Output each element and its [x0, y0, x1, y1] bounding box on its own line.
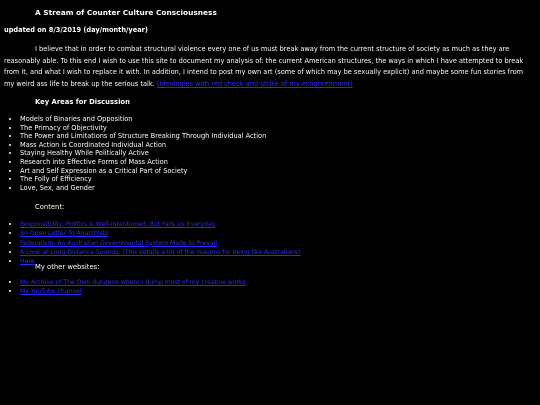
list-item: • Research into Effective Forms of Mass Action	[20, 158, 520, 167]
intro-link[interactable]: (Ideologies with red check-and-strike of my enlightenment)	[156, 80, 353, 89]
list-item: • Models of Binaries and Opposition	[20, 115, 520, 124]
list-item: • Mass Action is Coordinated Individual Action	[20, 141, 520, 150]
content-link[interactable]: A Look at Long-Distance Sounds: (This details a bit of the reasons for being like Australians)	[20, 248, 301, 256]
content-link-item	[20, 229, 520, 238]
other-site-item	[20, 278, 520, 287]
intro-paragraph	[4, 44, 535, 91]
other-sites-list	[0, 278, 520, 297]
key-areas-list	[0, 115, 520, 192]
list-item: • Staying Healthy While Politically Active	[20, 149, 520, 158]
other-sites-heading: My other websites:	[35, 263, 100, 271]
list-item: • The Folly of Efficiency	[20, 175, 520, 184]
list-item: • The Primacy of Objectivity	[20, 124, 520, 133]
other-site-link[interactable]: My YouTube channel	[20, 288, 82, 296]
key-areas-heading: Key Areas for Discussion	[35, 98, 130, 106]
content-link-item	[20, 220, 520, 229]
list-item: • Love, Sex, and Gender	[20, 184, 520, 193]
content-link[interactable]: An Open Letter To Anarchists	[20, 230, 109, 238]
list-item: • The Power and Limitations of Structure Breaking Through Individual Action	[20, 132, 520, 141]
intro-text: I believe that in order to combat structural violence every one of us must break away from the current structure of society as much as they are reasonably able. To this end I wish to use this site to document my analysis of: the current American structures, the ways in which I have attempted to break from it, and what I wish to replace it with. In addition, I intend to post my own art (some of which may be sexually explicit) and maybe some fun stories from my weird ass life to break up the serious talk.	[4, 45, 524, 89]
list-item: • Art and Self Expression as a Critical Part of Society	[20, 167, 520, 176]
page-title: A Stream of Counter Culture Consciousness	[35, 8, 217, 17]
other-site-item	[20, 287, 520, 296]
content-link[interactable]: Federalism: An Australian Governmental System Made to Prevail	[20, 239, 218, 247]
content-link[interactable]: Here	[20, 258, 35, 266]
other-site-link[interactable]: My Archive of The Own dungeon where I dump most of my creative works	[20, 279, 246, 286]
content-links-list	[0, 220, 520, 266]
content-heading: Content:	[35, 203, 65, 211]
content-link[interactable]: Responsibility, Politics & Well-Intentioned, But Fails Us Everyday	[20, 221, 216, 228]
content-link-item	[20, 248, 520, 257]
updated-date: updated on 8/3/2019 (day/month/year)	[4, 26, 148, 34]
content-link-item	[20, 239, 520, 248]
